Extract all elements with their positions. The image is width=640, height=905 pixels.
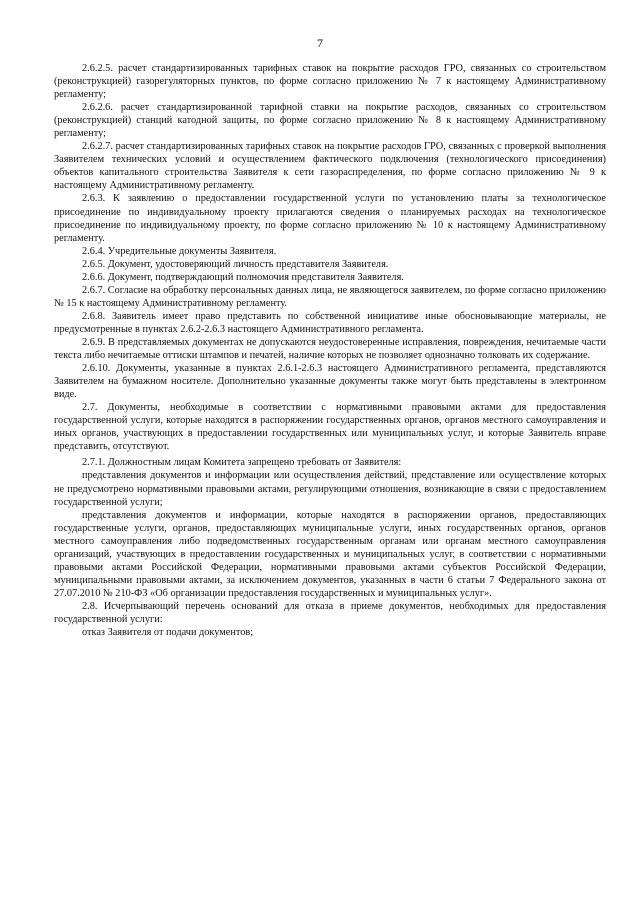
paragraph-2-6-8: 2.6.8. Заявитель имеет право представить по собственной инициативе иные обосновывающие материалы, не предусмотренные в пунктах 2.6.2-2.6.3 настоящего Административного регламента. [54, 310, 606, 335]
paragraph-2-6-4: 2.6.4. Учредительные документы Заявителя. [82, 245, 277, 257]
paragraph-2-6-2-6: 2.6.2.6. расчет стандартизированной тарифной ставки на покрытие расходов, связанных со строительством (реконструкцией) станций катодной защиты, по форме согласно приложению № 8 к настоящему Административному регламенту; [54, 102, 606, 140]
paragraph-2-6-2-7: 2.6.2.7. расчет стандартизированных тарифных ставок на покрытие расходов ГРО, связанных с проверкой выполнения Заявителем технических условий и осуществлением фактического подключения (технологического присоединения) объектов капитального строительства Заявителя к сети газораспределения, по форме согласно приложению № 9 к настоящему Административному регламенту. [54, 141, 606, 192]
paragraph-2-6-3: 2.6.3. К заявлению о предоставлении государственной услуги по установлению платы за технологическое присоединение по индивидуальному проекту прилагаются сведения о планируемых расходах на технологическое присоединение по индивидуальному проекту, по форме согласно приложению № 10 к настоящему Административному регламенту. [54, 193, 606, 244]
paragraph-2-6-10: 2.6.10. Документы, указанные в пунктах 2.6.1-2.6.3 настоящего Административного регламента, представляются Заявителем на бумажном носителе. Дополнительно указанные документы также могут быть представлены в электронном виде. [54, 363, 606, 401]
paragraph-prohibition-1: представления документов и информации или осуществления действий, представление или осуществление которых не предусмотрено нормативными правовыми актами, регулирующими отношения, возникающие в связи с предоставлением государственной услуги; [54, 470, 606, 508]
paragraph-prohibition-2: представления документов и информации, которые находятся в распоряжении органов, предоставляющих государственные услуги, органов, предоставляющих муниципальные услуги, иных государственных органов, органов местного самоуправления либо подведомственных государственным органам или органам местного самоуправления организаций, участвующих в предоставлении государственных и муниципальных услуг, в соответствии с нормативными правовыми актами Российской Федерации, нормативными правовыми актами субъектов Российской Федерации, муниципальными правовыми актами, за исключением документов, указанных в части 6 статьи 7 Федерального закона от 27.07.2010 № 210-ФЗ «Об организации предоставления государственных и муниципальных услуг». [54, 509, 606, 599]
paragraph-2-6-9: 2.6.9. В представляемых документах не допускаются неудостоверенные исправления, повреждения, нечитаемые части текста либо нечитаемые оттиски штампов и печатей, наличие которых не позволяет однозначно толковать их содержание. [54, 336, 606, 362]
paragraph-2-6-7: 2.6.7. Согласие на обработку персональных данных лица, не являющегося заявителем, по форме согласно приложению № 15 к настоящему Административному регламенту. [54, 284, 606, 309]
paragraph-refusal-reason: отказ Заявителя от подачи документов; [82, 627, 254, 639]
paragraph-2-8: 2.8. Исчерпывающий перечень оснований для отказа в приеме документов, необходимых для предоставления государственной услуги: [54, 600, 606, 625]
document-body [54, 62, 606, 639]
paragraph-2-6-5: 2.6.5. Документ, удостоверяющий личность представителя Заявителя. [82, 258, 389, 270]
paragraph-2-6-6: 2.6.6. Документ, подтверждающий полномочия представителя Заявителя. [82, 271, 404, 283]
paragraph-2-6-2-5: 2.6.2.5. расчет стандартизированных тарифных ставок на покрытие расходов ГРО, связанных со строительством (реконструкцией) газорегуляторных пунктов, по форме согласно приложению № 7 к настоящему Административному регламенту; [54, 63, 606, 101]
paragraph-2-7-1: 2.7.1. Должностным лицам Комитета запрещено требовать от Заявителя: [82, 457, 402, 469]
page-number: 7 [317, 36, 323, 50]
paragraph-2-7: 2.7. Документы, необходимые в соответствии с нормативными правовыми актами для предоставления государственной услуги, которые находятся в распоряжении государственных органов, органов местного самоуправления и иных органов, участвующих в предоставлении государственных или муниципальных услуг, и которые Заявитель вправе представить, отсутствуют. [54, 402, 606, 453]
